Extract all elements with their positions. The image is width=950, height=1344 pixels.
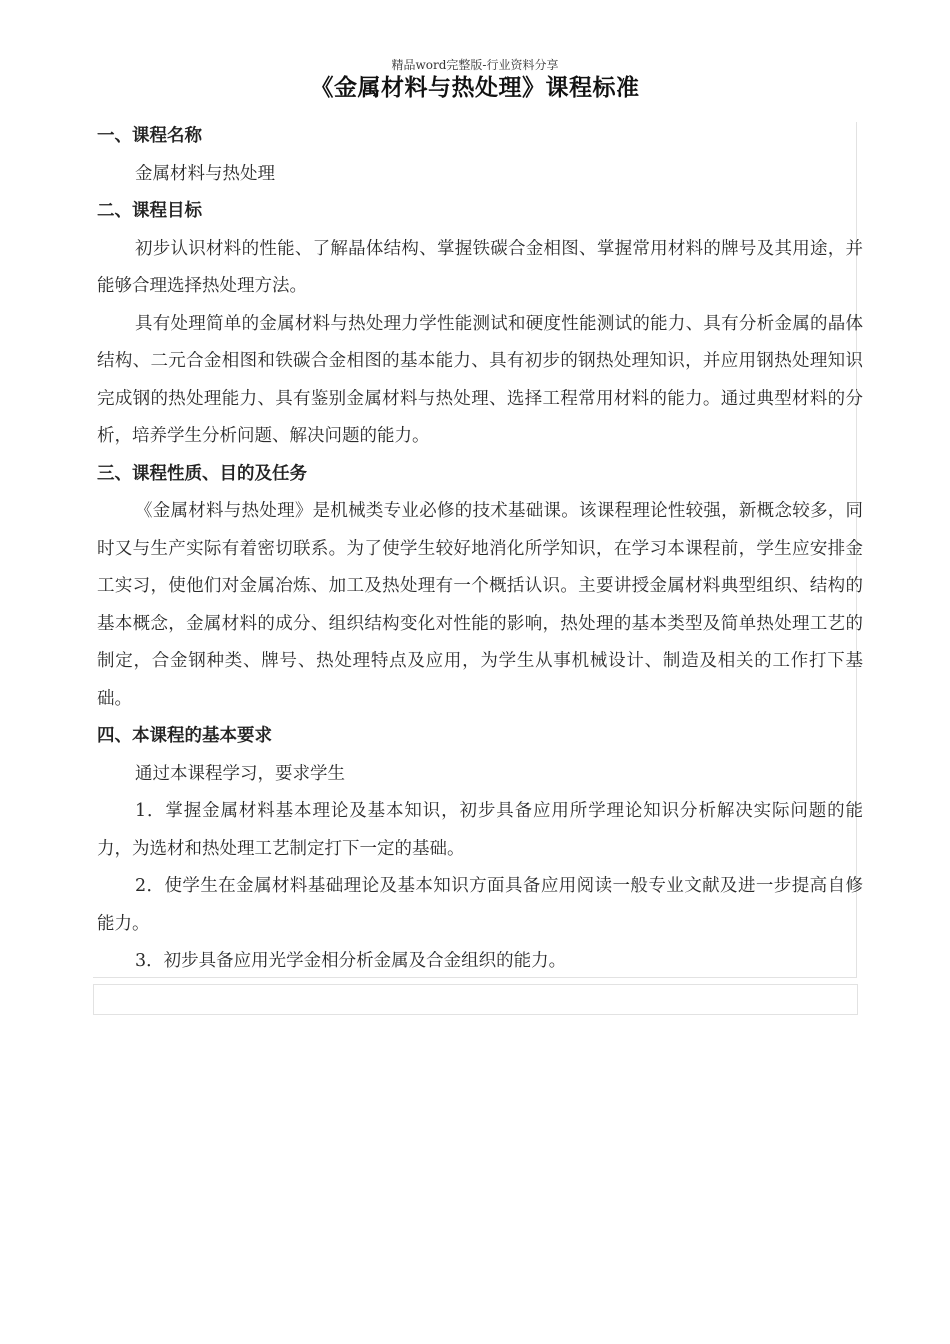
section-heading-course-goals: 二、课程目标: [97, 201, 202, 221]
document-title: 《金属材料与热处理》课程标准: [310, 75, 640, 101]
requirement-item-1: 1．掌握金属材料基本理论及基本知识，初步具备应用所学理论知识分析解决实际问题的能力，为选材和热处理工艺制定打下一定的基础。: [97, 801, 863, 859]
page-header-banner: 精品word完整版-行业资料分享: [391, 58, 559, 72]
course-goals-paragraph-2: 具有处理简单的金属材料与热处理力学性能测试和硬度性能测试的能力、具有分析金属的晶体结构、二元合金相图和铁碳合金相图的基本能力、具有初步的钢热处理知识，并应用钢热处理知识完成钢的热处理能力、具有鉴别金属材料与热处理、选择工程常用材料的能力。通过典型材料的分析，培养学生分析问题、解决问题的能力。: [97, 313, 863, 446]
requirements-intro: 通过本课程学习，要求学生: [135, 763, 345, 784]
document-body: [97, 118, 863, 981]
section-heading-basic-requirements: 四、本课程的基本要求: [97, 726, 272, 746]
section-heading-course-name: 一、课程名称: [97, 126, 202, 146]
course-name-text: 金属材料与热处理: [135, 163, 275, 184]
requirement-item-2: 2．使学生在金属材料基础理论及基本知识方面具备应用阅读一般专业文献及进一步提高自修能力。: [97, 876, 863, 934]
requirement-item-3: 3．初步具备应用光学金相分析金属及合金组织的能力。: [135, 951, 567, 971]
course-goals-paragraph-1: 初步认识材料的性能、了解晶体结构、掌握铁碳合金相图、掌握常用材料的牌号及其用途，并能够合理选择热处理方法。: [97, 238, 863, 296]
section-heading-course-nature: 三、课程性质、目的及任务: [97, 463, 307, 484]
empty-table-row: [93, 984, 858, 1015]
course-nature-paragraph: 《金属材料与热处理》是机械类专业必修的技术基础课。该课程理论性较强，新概念较多，同时又与生产实际有着密切联系。为了使学生较好地消化所学知识，在学习本课程前，学生应安排金工实习，使他们对金属冶炼、加工及热处理有一个概括认识。主要讲授金属材料典型组织、结构的基本概念，金属材料的成分、组织结构变化对性能的影响，热处理的基本类型及简单热处理工艺的制定，合金钢种类、牌号、热处理特点及应用，为学生从事机械设计、制造及相关的工作打下基础。: [97, 501, 863, 709]
